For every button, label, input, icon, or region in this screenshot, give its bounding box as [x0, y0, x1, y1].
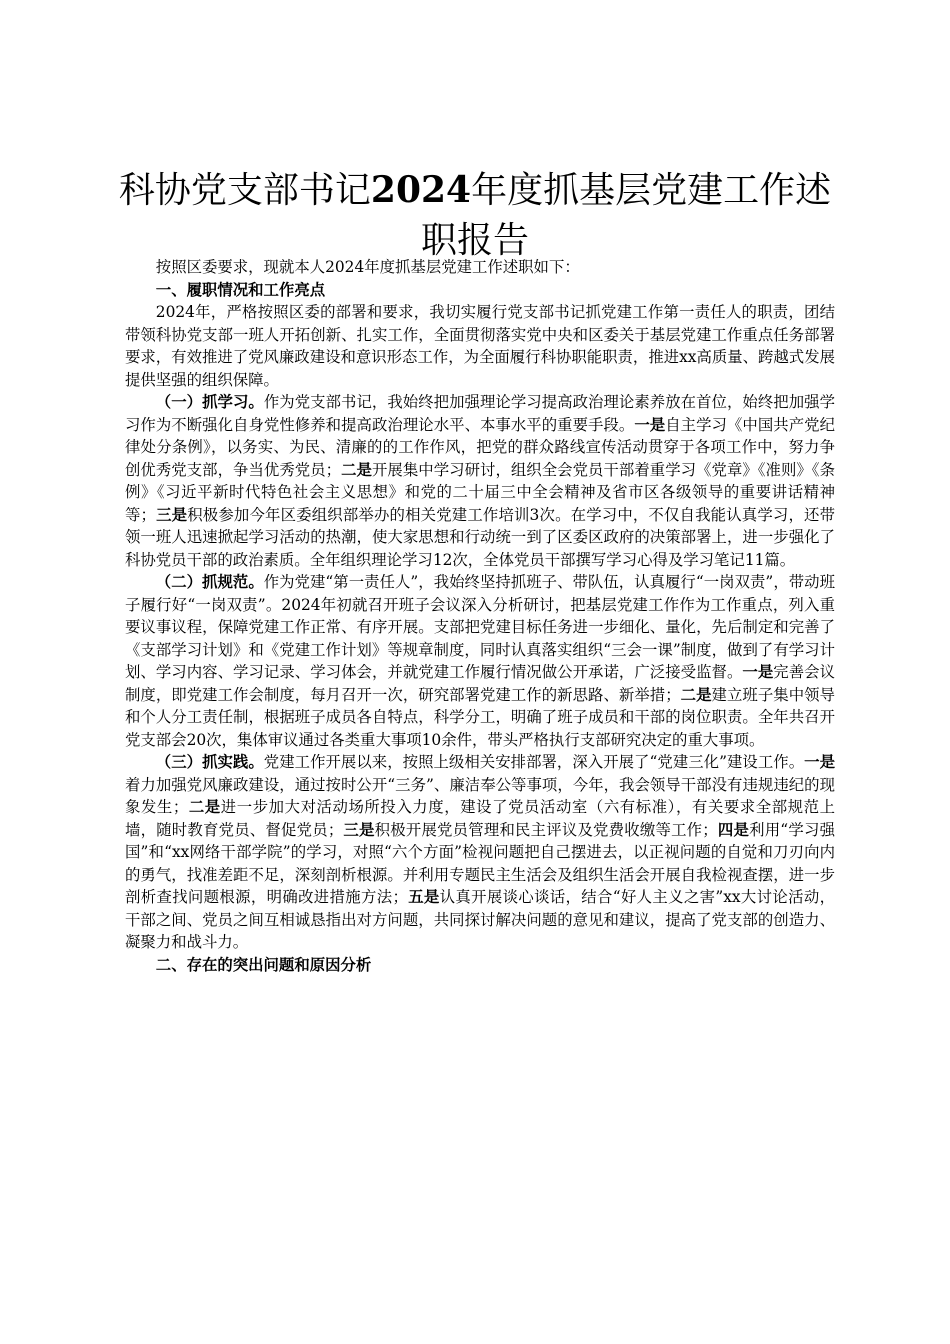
document-title: [110, 165, 840, 266]
intro-paragraph: 按照区委要求，现就本人2024年度抓基层党建工作述职如下：: [155, 258, 580, 276]
item1-text2: 自主学习《中国共产党纪律处分条例》，以务实、为民、清廉的的工作作风，把党的群众路线宣传活动贯穿于各项工作中，努力争创优秀党支部，争当优秀党员；: [125, 415, 835, 479]
item2-keyword1: 一是: [742, 663, 774, 681]
item2-text1: 作为党建“第一责任人”，我始终坚持抓班子、带队伍，认真履行“一岗双责”，带动班子履行好“一岗双责”。2024年初就召开班子会议深入分析研讨，把基层党建工作作为工作重点，列入重要议事议程，保障党建工作正常、有序开展。支部把党建目标任务进一步细化、量化，先后制定和完善了《支部学习计划》和《党建工作计划》等规章制度，同时认真落实组织“三会一课”制度，做到了有学习计划、学习内容、学习记录、学习体会，并就党建工作履行情况做公开承诺，广泛接受监督。: [125, 573, 835, 681]
item1-heading: （一）抓学习。: [155, 393, 264, 411]
item1-text3: 开展集中学习研讨，组织全会党员干部着重学习《党章》《准则》《条例》《习近平新时代特色社会主义思想》和党的二十届三中全会精神及省市区各级领导的重要讲话精神等；: [125, 460, 835, 524]
section1-heading: 一、履职情况和工作亮点: [155, 280, 326, 299]
item3-heading: （三）抓实践。: [155, 753, 264, 771]
item1-text1: 作为党支部书记，我始终把加强理论学习提高政治理论素养放在首位，始终把加强学习作为不断强化自身党性修养和提高政治理论水平、本事水平的重要手段。: [125, 393, 835, 434]
item3-keyword2: 二是: [188, 798, 221, 816]
item1-keyword3: 三是: [155, 505, 188, 524]
item1-paragraph: [125, 391, 835, 571]
item2-heading: （二）抓规范。: [155, 573, 264, 591]
item1-keyword1: 一是: [634, 415, 666, 434]
title-part1: 科协党支部书记: [118, 170, 371, 211]
item1-keyword2: 二是: [341, 460, 372, 479]
item3-text2: 着力加强党风廉政建设，通过按时公开“三务”、廉洁奉公等事项，今年，我会领导干部没有违规违纪的现象发生；: [125, 775, 835, 816]
title-part2: 年度抓基层党建工作述职报告: [420, 170, 832, 261]
item3-text4: 积极开展党员管理和民主评议及党费收缴等工作；: [374, 820, 718, 839]
item2-keyword2: 二是: [680, 685, 712, 704]
item3-keyword1: 一是: [804, 753, 835, 771]
item3-keyword4: 四是: [717, 820, 750, 839]
title-year: 2024: [370, 169, 472, 211]
section2-heading: 二、存在的突出问题和原因分析: [155, 955, 372, 974]
item3-keyword3: 三是: [343, 820, 375, 839]
document-body: [125, 256, 835, 976]
item3-paragraph: [125, 751, 835, 954]
item2-text2: 完善会议制度，即党建工作会制度，每月召开一次，研究部署党建工作的新思路、新举措；: [125, 663, 835, 704]
section1-paragraph: 2024年，严格按照区委的部署和要求，我切实履行党支部书记抓党建工作第一责任人的职责，团结带领科协党支部一班人开拓创新、扎实工作，全面贯彻落实党中央和区委关于基层党建工作重点任务部署要求，有效推进了党风廉政建设和意识形态工作，为全面履行科协职能职责，推进xx高质量、跨越式发展提供坚强的组织保障。: [125, 303, 835, 389]
item3-text6: 认真开展谈心谈话，结合“好人主义之害”xx大讨论活动，干部之间、党员之间互相诚恳指出对方问题，共同探讨解决问题的意见和建议，提高了党支部的创造力、凝聚力和战斗力。: [125, 888, 835, 951]
item3-text1: 党建工作开展以来，按照上级相关安排部署，深入开展了“党建三化”建设工作。: [263, 753, 805, 771]
item3-keyword5: 五是: [407, 888, 440, 906]
item3-text3: 进一步加大对活动场所投入力度，建设了党员活动室（六有标准），有关要求全部规范上墙，随时教育党员、督促党员；: [125, 798, 835, 839]
item1-text4: 积极参加今年区委组织部举办的相关党建工作培训3次。在学习中，不仅自我能认真学习，还带领一班人迅速掀起学习活动的热潮，使大家思想和行动统一到了区委区政府的决策部署上，进一步强化了科协党员干部的政治素质。全年组织理论学习12次，全体党员干部撰写学习心得及学习笔记11篇。: [125, 505, 835, 569]
item3-text5: 利用“学习强国”和“xx网络干部学院”的学习，对照“六个方面”检视问题把自己摆进去，以正视问题的自觉和刀刃向内的勇气，找准差距不足，深刻剖析根源。并利用专题民主生活会及组织生活会开展自我检视查摆，进一步剖析查找问题根源，明确改进措施方法；: [125, 820, 835, 906]
item2-text3: 建立班子集中领导和个人分工责任制，根据班子成员各自特点，科学分工，明确了班子成员和干部的岗位职责。全年共召开党支部会20次，集体审议通过各类重大事项10余件，带头严格执行支部研究决定的重大事项。: [125, 685, 835, 749]
item2-paragraph: [125, 571, 835, 751]
